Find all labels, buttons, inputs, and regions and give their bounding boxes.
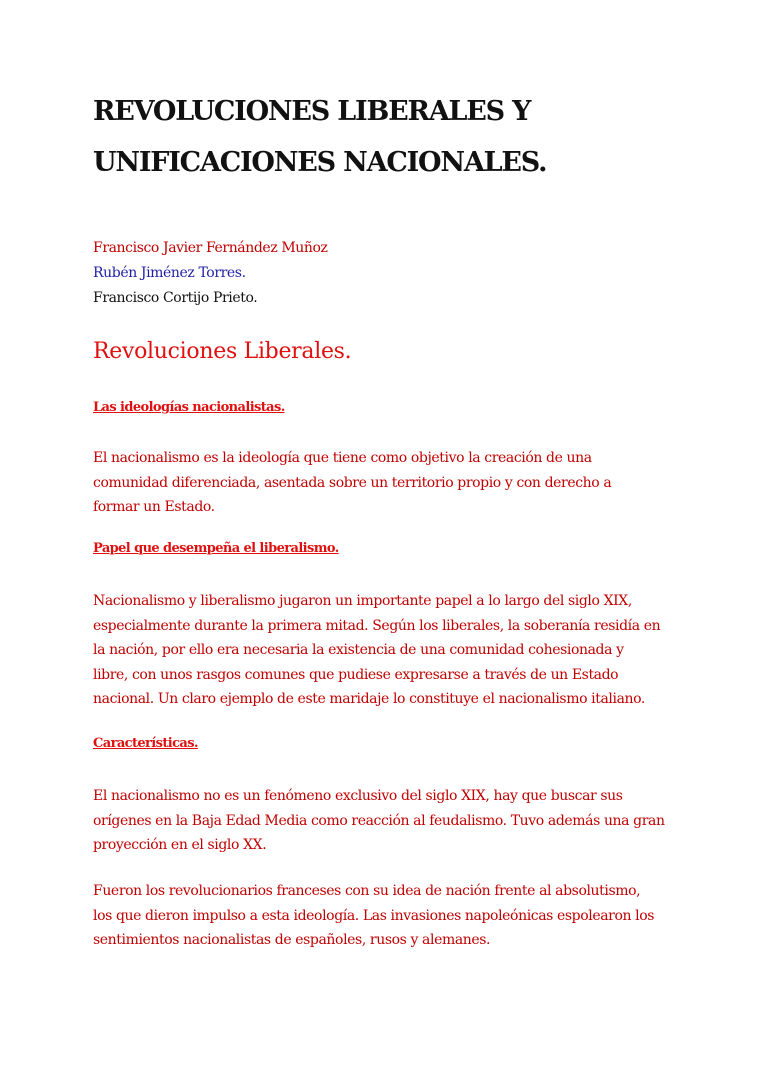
section-title: Revoluciones Liberales. xyxy=(93,339,352,364)
paragraph-line: especialmente durante la primera mitad. Según los liberales, la soberanía residía en xyxy=(93,617,661,634)
subsection-heading-caracteristicas: Características. xyxy=(93,736,198,751)
paragraph-line: comunidad diferenciada, asentada sobre un territorio propio y con derecho a xyxy=(93,474,612,491)
document-title-line-2: UNIFICACIONES NACIONALES. xyxy=(93,147,547,178)
paragraph-line: proyección en el siglo XX. xyxy=(93,837,267,853)
paragraph-line: Fueron los revolucionarios franceses con su idea de nación frente al absolutismo, xyxy=(93,883,641,899)
paragraph-line: libre, con unos rasgos comunes que pudiese expresarse a través de un Estado xyxy=(93,666,619,683)
paragraph-line: orígenes en la Baja Edad Media como reacción al feudalismo. Tuvo además una gran xyxy=(93,812,665,829)
paragraph-line: El nacionalismo es la ideología que tiene como objetivo la creación de una xyxy=(93,450,592,466)
subsection-heading-ideologias: Las ideologías nacionalistas. xyxy=(93,400,285,415)
paragraph-liberalismo xyxy=(93,589,693,712)
paragraph-line: El nacionalismo no es un fenómeno exclusivo del siglo XIX, hay que buscar sus xyxy=(93,788,623,804)
paragraph-line: sentimientos nacionalistas de españoles, rusos y alemanes. xyxy=(93,932,491,948)
author-3: Francisco Cortijo Prieto. xyxy=(93,290,258,306)
subsection-heading-liberalismo: Papel que desempeña el liberalismo. xyxy=(93,541,339,556)
author-1: Francisco Javier Fernández Muñoz xyxy=(93,240,328,256)
paragraph-caracteristicas-2 xyxy=(93,879,693,953)
paragraph-caracteristicas-1 xyxy=(93,784,693,858)
document-title-line-1: REVOLUCIONES LIBERALES Y xyxy=(93,96,531,127)
paragraph-line: Nacionalismo y liberalismo jugaron un importante papel a lo largo del siglo XIX, xyxy=(93,593,632,609)
paragraph-ideologias xyxy=(93,446,693,520)
paragraph-line: nacional. Un claro ejemplo de este maridaje lo constituye el nacionalismo italiano. xyxy=(93,691,645,707)
author-2: Rubén Jiménez Torres. xyxy=(93,265,246,281)
paragraph-line: los que dieron impulso a esta ideología. Las invasiones napoleónicas espolearon los xyxy=(93,907,655,924)
paragraph-line: formar un Estado. xyxy=(93,499,215,515)
paragraph-line: la nación, por ello era necesaria la existencia de una comunidad cohesionada y xyxy=(93,642,624,658)
